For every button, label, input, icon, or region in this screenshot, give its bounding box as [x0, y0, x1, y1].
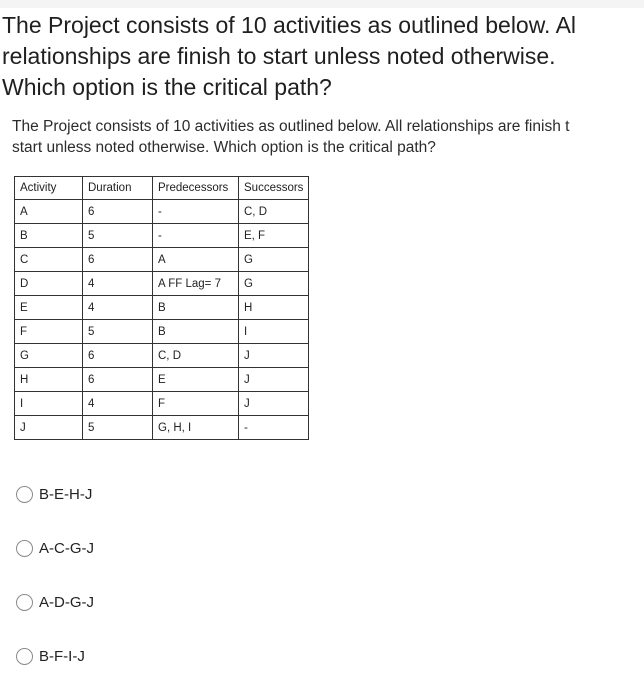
question-text-large	[2, 10, 644, 103]
predecessors-cell: F	[153, 392, 239, 416]
duration-cell: 6	[83, 248, 153, 272]
activity-cell: I	[15, 392, 83, 416]
predecessors-cell: C, D	[153, 344, 239, 368]
table-row	[15, 320, 309, 344]
radio-button[interactable]	[16, 486, 33, 503]
radio-button[interactable]	[16, 648, 33, 665]
table-row	[15, 416, 309, 440]
successors-cell: J	[239, 344, 309, 368]
option-label[interactable]: A-C-G-J	[39, 539, 94, 557]
question-line: Which option is the critical path?	[2, 74, 332, 100]
predecessors-cell: A FF Lag= 7	[153, 272, 239, 296]
successors-cell: J	[239, 392, 309, 416]
top-bar	[0, 0, 644, 8]
option-label[interactable]: A-D-G-J	[39, 593, 94, 611]
activity-table	[14, 176, 309, 440]
table-row	[15, 224, 309, 248]
duration-cell: 4	[83, 392, 153, 416]
activity-cell: A	[15, 200, 83, 224]
column-header: Activity	[15, 177, 83, 200]
duration-cell: 6	[83, 368, 153, 392]
answer-option[interactable]	[16, 482, 94, 506]
duration-cell: 5	[83, 320, 153, 344]
predecessors-cell: B	[153, 296, 239, 320]
table-row	[15, 296, 309, 320]
answer-option[interactable]	[16, 644, 94, 668]
duration-cell: 4	[83, 272, 153, 296]
question-line: The Project consists of 10 activities as outlined below. All relationships are finish t	[12, 118, 570, 135]
predecessors-cell: -	[153, 200, 239, 224]
activity-cell: D	[15, 272, 83, 296]
predecessors-cell: -	[153, 224, 239, 248]
successors-cell: I	[239, 320, 309, 344]
duration-cell: 6	[83, 344, 153, 368]
activity-cell: B	[15, 224, 83, 248]
question-line: start unless noted otherwise. Which option is the critical path?	[12, 139, 436, 156]
predecessors-cell: A	[153, 248, 239, 272]
table-row	[15, 248, 309, 272]
table-row	[15, 344, 309, 368]
successors-cell: C, D	[239, 200, 309, 224]
table-row	[15, 392, 309, 416]
activity-cell: F	[15, 320, 83, 344]
question-line: The Project consists of 10 activities as outlined below. Al	[2, 12, 577, 38]
column-header: Successors	[239, 177, 309, 200]
activity-cell: G	[15, 344, 83, 368]
predecessors-cell: B	[153, 320, 239, 344]
column-header: Duration	[83, 177, 153, 200]
question-text-image	[12, 116, 644, 158]
table-row	[15, 368, 309, 392]
predecessors-cell: E	[153, 368, 239, 392]
activity-cell: C	[15, 248, 83, 272]
successors-cell: -	[239, 416, 309, 440]
duration-cell: 5	[83, 224, 153, 248]
activity-cell: E	[15, 296, 83, 320]
successors-cell: H	[239, 296, 309, 320]
option-label[interactable]: B-F-I-J	[39, 647, 85, 665]
table-row	[15, 200, 309, 224]
predecessors-cell: G, H, I	[153, 416, 239, 440]
duration-cell: 6	[83, 200, 153, 224]
successors-cell: G	[239, 272, 309, 296]
duration-cell: 4	[83, 296, 153, 320]
column-header: Predecessors	[153, 177, 239, 200]
answer-option[interactable]	[16, 536, 94, 560]
answer-options	[16, 482, 94, 698]
successors-cell: E, F	[239, 224, 309, 248]
option-label[interactable]: B-E-H-J	[39, 485, 93, 503]
successors-cell: J	[239, 368, 309, 392]
answer-option[interactable]	[16, 590, 94, 614]
successors-cell: G	[239, 248, 309, 272]
radio-button[interactable]	[16, 540, 33, 557]
activity-cell: H	[15, 368, 83, 392]
duration-cell: 5	[83, 416, 153, 440]
activity-cell: J	[15, 416, 83, 440]
radio-button[interactable]	[16, 594, 33, 611]
question-line: relationships are finish to start unless noted otherwise.	[2, 43, 556, 69]
table-header-row	[15, 177, 309, 200]
table-row	[15, 272, 309, 296]
